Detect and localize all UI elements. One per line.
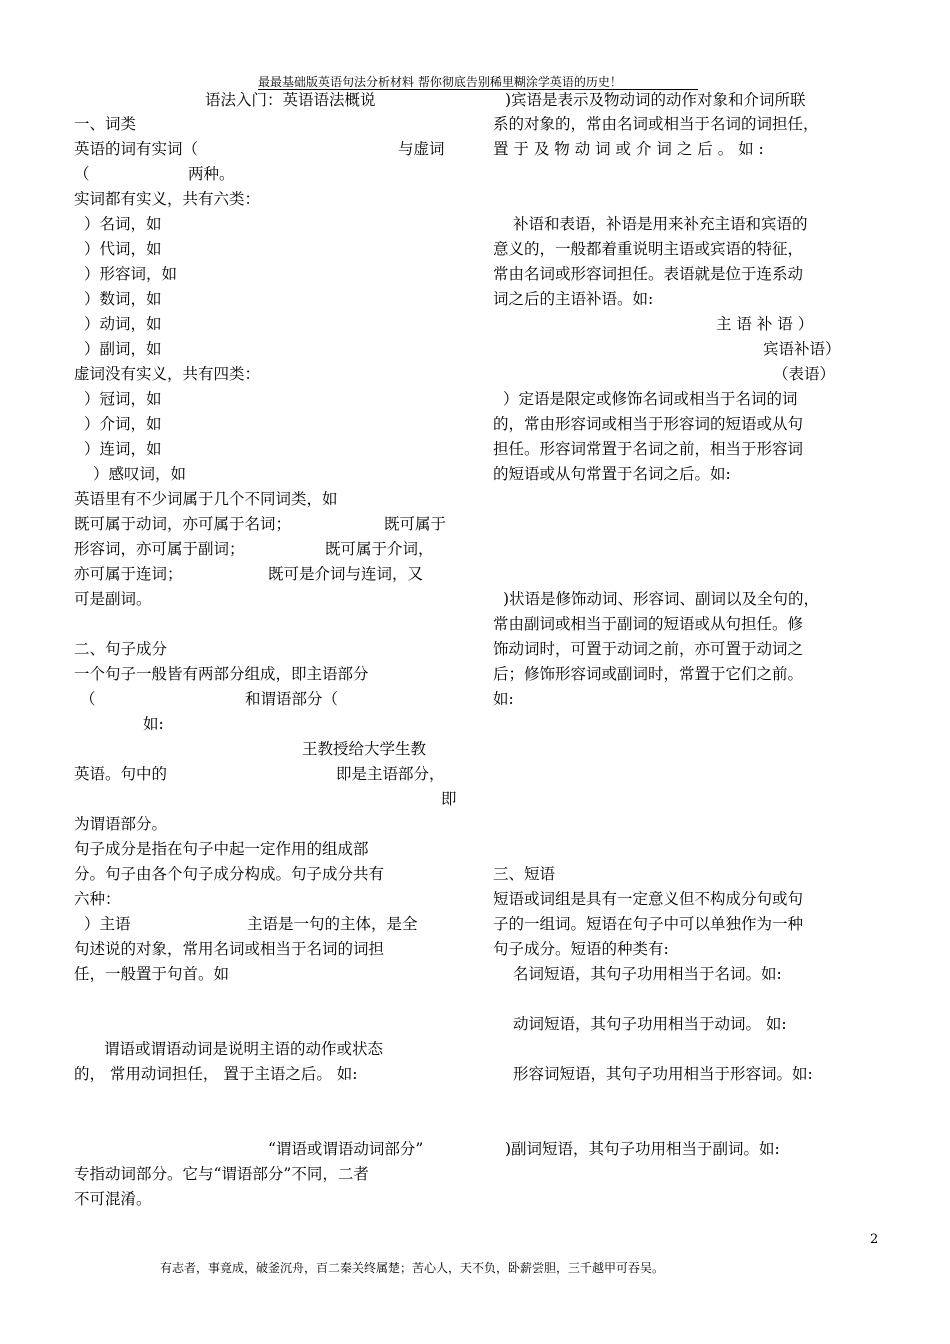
section-heading-phrases: 三、短语 (493, 865, 556, 883)
section-heading-sentence-elements: 二、句子成分 (74, 640, 168, 658)
paragraph-line: 如: (493, 690, 514, 708)
content-words-intro: 实词都有实义，共有六类： (74, 190, 261, 208)
paragraph-line: )宾语是表示及物动词的动作对象和介词所联 (505, 91, 806, 109)
paragraph-line: 和谓语部分（ (245, 690, 339, 708)
paragraph-line: 动词短语，其句子功用相当于动词。 如: (513, 1015, 787, 1033)
paragraph-line: 常由名词或形容词担任。表语就是位于连系动 (493, 265, 804, 283)
paragraph-line: 为谓语部分。 (74, 815, 168, 833)
paragraph-line: 任，一般置于句首。如 (74, 965, 230, 983)
paragraph-line: 可是副词。 (74, 590, 152, 608)
paragraph-line: )状语是修饰动词、形容词、副词以及全句的， (503, 590, 820, 608)
paragraph-line: 王教授给大学生教 (302, 740, 427, 758)
list-item: ）名词，如 (84, 215, 162, 233)
paragraph-line: 形容词，亦可属于副词； (74, 540, 245, 558)
paragraph-line: 担任。形容词常置于名词之前，相当于形容词 (493, 440, 804, 458)
paragraph-line: 的短语或从句常置于名词之后。如: (493, 465, 731, 483)
paragraph-line: 饰动词时，可置于动词之前，亦可置于动词之 (493, 640, 804, 658)
word-classes-intro: 与虚词 (398, 140, 445, 158)
paragraph-line: 常由副词或相当于副词的短语或从句担任。修 (493, 615, 804, 633)
page-number: 2 (870, 1232, 879, 1247)
paragraph-line: 既可属于 (384, 515, 447, 533)
paragraph-line: 宾语补语） (763, 340, 841, 358)
page-header: 最最基础版英语句法分析材料 帮你彻底告别稀里糊涂学英语的历史！ (258, 75, 622, 89)
list-item: ）副词，如 (84, 340, 162, 358)
paragraph-line: 专指动词部分。它与“谓语部分”不同，二者 (74, 1165, 369, 1183)
word-classes-intro: （ (74, 165, 90, 183)
list-item: ）连词，如 (84, 440, 162, 458)
paragraph-line: 既可是介词与连词，又 (268, 565, 424, 583)
paragraph-line: 后；修饰形容词或副词时，常置于它们之前。 (493, 665, 804, 683)
list-item: ）感叹词，如 (93, 465, 187, 483)
paragraph-line: 子的一组词。短语在句子中可以单独作为一种 (493, 915, 804, 933)
list-item: ）数词，如 (84, 290, 162, 308)
paragraph-line: 主 语 补 语 ） (716, 315, 814, 333)
paragraph-line: 句述说的对象，常用名词或相当于名词的词担 (74, 940, 385, 958)
paragraph-line: 六种： (74, 890, 121, 908)
function-words-intro: 虚词没有实义，共有四类： (74, 365, 261, 383)
paragraph-line: )副词短语，其句子功用相当于副词。如: (505, 1140, 780, 1158)
list-item: ）介词，如 (84, 415, 162, 433)
paragraph-line: 的， 常用动词担任， 置于主语之后。 如: (74, 1065, 358, 1083)
paragraph-line: 不可混淆。 (74, 1190, 152, 1208)
paragraph-line: 的，常由形容词或相当于形容词的短语或从句 (493, 415, 804, 433)
paragraph-line: 短语或词组是具有一定意义但不构成分句或句 (493, 890, 804, 908)
word-classes-intro: 英语的词有实词（ (74, 140, 199, 158)
paragraph-line: 如: (143, 715, 164, 733)
paragraph-line: 句子成分。短语的种类有: (493, 940, 669, 958)
section-heading-word-classes: 一、词类 (74, 115, 137, 133)
page-title: 语法入门：英语语法概说 (205, 91, 376, 109)
paragraph-line: 谓语或谓语动词是说明主语的动作或状态 (104, 1040, 384, 1058)
paragraph-line: 系的对象的，常由名词或相当于名词的词担任， (493, 115, 819, 133)
list-item: ）冠词，如 (84, 390, 162, 408)
page-footer: 有志者，事竟成，破釜沉舟，百二秦关终属楚；苦心人，天不负，卧薪尝胆，三千越甲可吞吴。 (160, 1261, 665, 1275)
paragraph-line: 英语。句中的 (74, 765, 168, 783)
paragraph-line: 句子成分是指在句子中起一定作用的组成部 (74, 840, 369, 858)
paragraph-line: 意义的，一般都着重说明主语或宾语的特征， (493, 240, 804, 258)
paragraph-line: 形容词短语，其句子功用相当于形容词。如: (513, 1065, 813, 1083)
paragraph-line: “谓语或谓语动词部分” (268, 1140, 424, 1158)
paragraph-line: 置 于 及 物 动 词 或 介 词 之 后 。 如 : (493, 140, 764, 158)
paragraph-line: 既可属于介词， (325, 540, 434, 558)
paragraph-line: 英语里有不少词属于几个不同词类，如 (74, 490, 338, 508)
paragraph-line: 既可属于动词，亦可属于名词； (74, 515, 292, 533)
paragraph-line: 主语是一句的主体，是全 (247, 915, 418, 933)
paragraph-line: 分。句子由各个句子成分构成。句子成分共有 (74, 865, 385, 883)
list-item: ）代词，如 (84, 240, 162, 258)
paragraph-line: 即是主语部分， (336, 765, 445, 783)
paragraph-line: 一个句子一般皆有两部分组成，即主语部分 (74, 665, 369, 683)
paragraph-line: ）定语是限定或修饰名词或相当于名词的词 (503, 390, 798, 408)
list-item: ）动词，如 (84, 315, 162, 333)
paragraph-line: ）主语 (84, 915, 131, 933)
word-classes-intro: 两种。 (188, 165, 235, 183)
paragraph-line: 亦可属于连词； (74, 565, 183, 583)
paragraph-line: 词之后的主语补语。如: (493, 290, 654, 308)
paragraph-line: （表语） (773, 365, 836, 383)
paragraph-line: （ (80, 690, 96, 708)
list-item: ）形容词，如 (84, 265, 178, 283)
paragraph-line: 即 (441, 790, 457, 808)
paragraph-line: 名词短语，其句子功用相当于名词。如: (513, 965, 782, 983)
paragraph-line: 补语和表语，补语是用来补充主语和宾语的 (513, 215, 808, 233)
